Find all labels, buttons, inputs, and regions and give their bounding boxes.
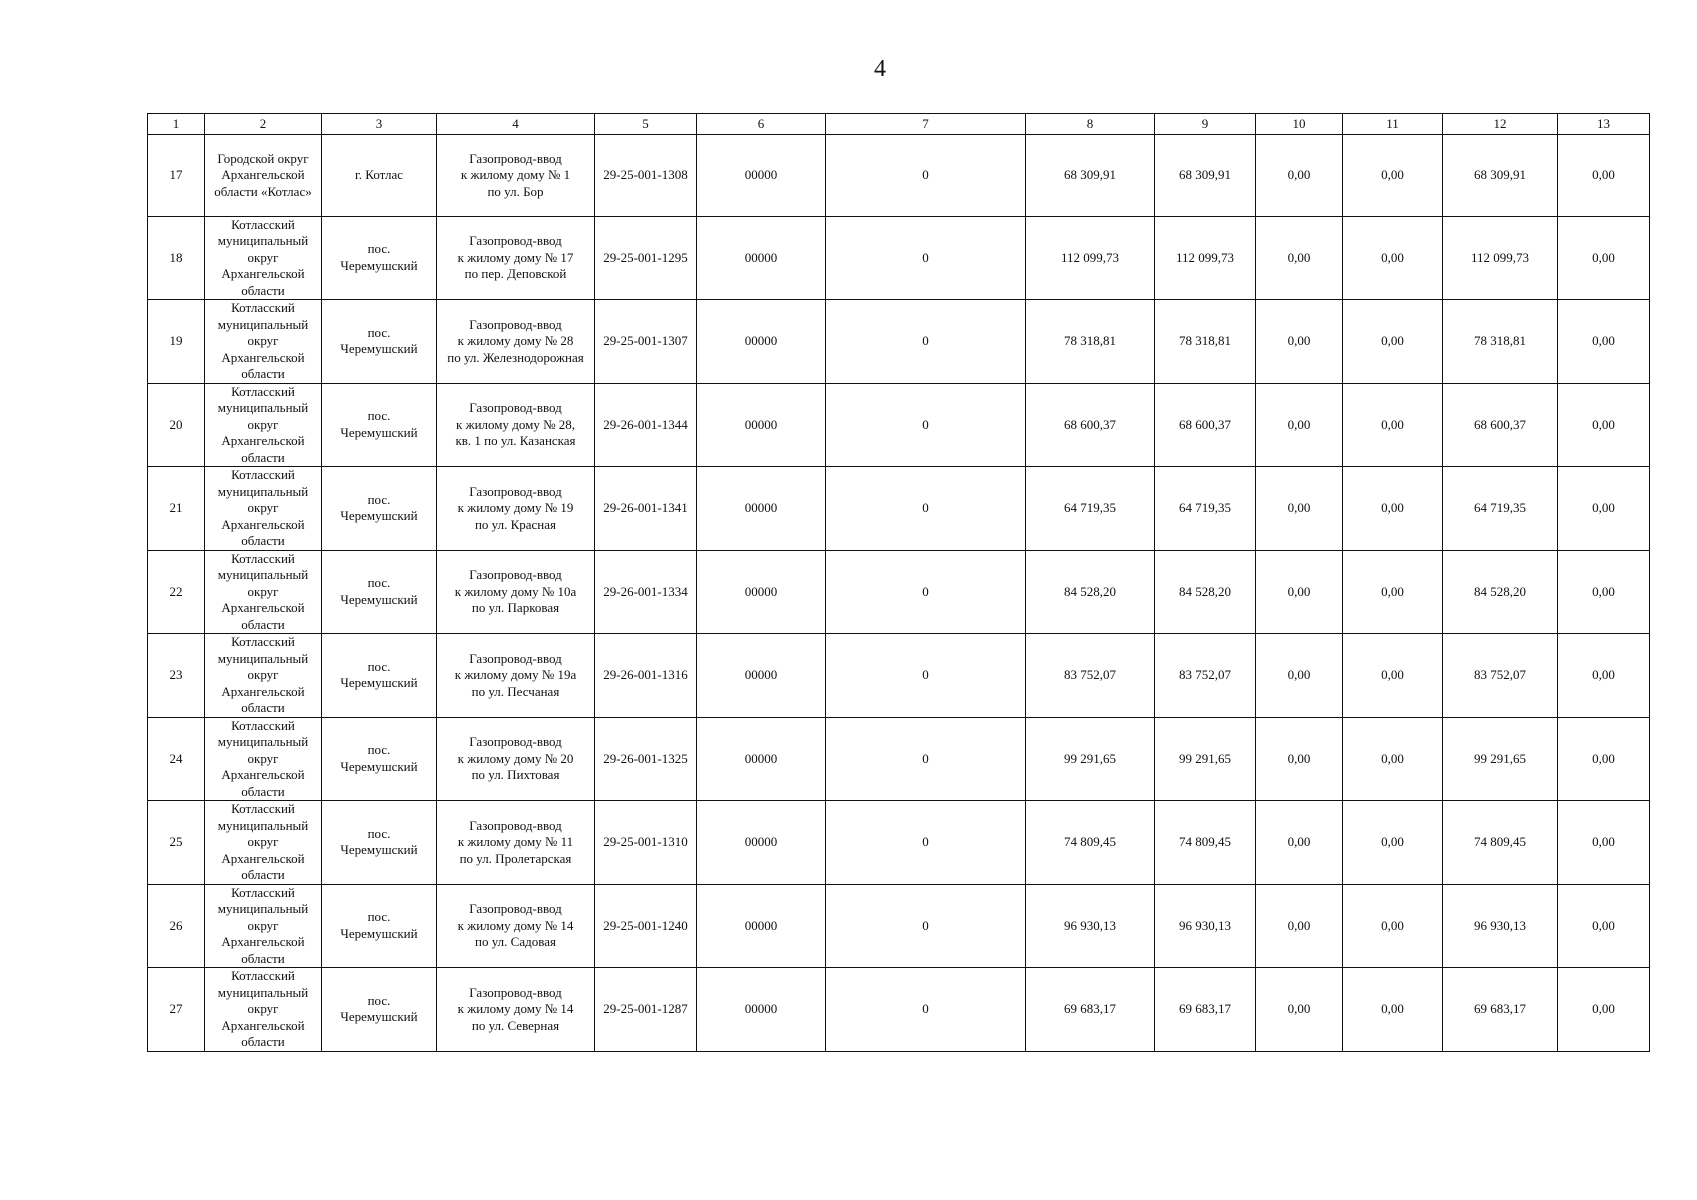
object-name-line: по ул. Красная: [474, 516, 557, 532]
column-13-cell: 0,00: [1558, 550, 1650, 634]
object-name-line: Газопровод-ввод: [469, 400, 562, 415]
owner-cell: [205, 135, 322, 217]
owner-cell: [205, 550, 322, 634]
column-13-cell: 0,00: [1558, 383, 1650, 467]
owner-line: округ: [247, 249, 279, 265]
column-8-cell: 68 600,37: [1026, 383, 1155, 467]
object-name-cell: [437, 135, 595, 217]
row-number-cell: 20: [148, 383, 205, 467]
column-10-cell: 0,00: [1256, 968, 1343, 1052]
owner-cell: [205, 216, 322, 300]
column-8-cell: 99 291,65: [1026, 717, 1155, 801]
locality-line: Черемушский: [340, 925, 418, 941]
table-row: [148, 300, 1650, 384]
locality-line: пос.: [367, 909, 391, 925]
column-10-cell: 0,00: [1256, 383, 1343, 467]
column-number-row: [148, 114, 1650, 135]
column-10-cell: 0,00: [1256, 216, 1343, 300]
table-row: [148, 216, 1650, 300]
object-name-line: по ул. Парковая: [471, 600, 560, 615]
table-row: [148, 968, 1650, 1052]
object-name-cell: [437, 467, 595, 551]
locality-cell: [322, 135, 437, 217]
row-number-cell: 24: [148, 717, 205, 801]
column-7-cell: 0: [826, 884, 1026, 968]
owner-line: Архангельской: [221, 516, 305, 532]
table-row: [148, 801, 1650, 885]
column-8-cell: 78 318,81: [1026, 300, 1155, 384]
owner-line: области: [241, 783, 285, 799]
column-number-10: 10: [1256, 114, 1343, 135]
column-number-2: 2: [205, 114, 322, 135]
row-number-cell: 18: [148, 216, 205, 300]
locality-cell: [322, 300, 437, 384]
object-name-line: по ул. Бор: [487, 183, 544, 199]
column-6-cell: 00000: [697, 467, 826, 551]
column-7-cell: 0: [826, 801, 1026, 885]
column-12-cell: 84 528,20: [1443, 550, 1558, 634]
owner-line: Котласский: [231, 300, 295, 315]
owner-line: Котласский: [231, 383, 295, 399]
cadastral-code-cell: 29-26-001-1344: [595, 383, 697, 467]
column-11-cell: 0,00: [1343, 135, 1443, 217]
column-7-cell: 0: [826, 467, 1026, 551]
cadastral-code-cell: 29-26-001-1334: [595, 550, 697, 634]
cadastral-code-cell: 29-26-001-1325: [595, 717, 697, 801]
column-9-cell: 99 291,65: [1155, 717, 1256, 801]
locality-cell: [322, 467, 437, 551]
column-11-cell: 0,00: [1343, 634, 1443, 718]
owner-line: муниципальный: [217, 316, 309, 332]
owner-line: области: [241, 533, 285, 548]
owner-line: муниципальный: [217, 400, 309, 415]
column-9-cell: 74 809,45: [1155, 801, 1256, 885]
column-11-cell: 0,00: [1343, 884, 1443, 968]
column-7-cell: 0: [826, 717, 1026, 801]
object-name-cell: [437, 634, 595, 718]
column-number-13: 13: [1558, 114, 1650, 135]
owner-line: Архангельской: [221, 767, 305, 782]
column-8-cell: 96 930,13: [1026, 884, 1155, 968]
owner-line: муниципальный: [217, 233, 309, 248]
column-9-cell: 64 719,35: [1155, 467, 1256, 551]
locality-line: Черемушский: [340, 842, 418, 858]
owner-line: области: [241, 867, 285, 882]
object-name-line: к жилому дому № 14: [457, 1001, 574, 1016]
owner-line: Котласский: [231, 216, 295, 232]
owner-line: Архангельской: [221, 266, 305, 281]
cadastral-code-cell: 29-25-001-1310: [595, 801, 697, 885]
owner-line: Архангельской: [221, 433, 305, 448]
column-12-cell: 64 719,35: [1443, 467, 1558, 551]
object-name-line: по ул. Песчаная: [471, 683, 560, 699]
object-name-cell: [437, 383, 595, 467]
owner-line: округ: [247, 750, 279, 766]
column-11-cell: 0,00: [1343, 383, 1443, 467]
object-name-cell: [437, 300, 595, 384]
column-6-cell: 00000: [697, 300, 826, 384]
owner-line: округ: [247, 834, 279, 849]
column-6-cell: 00000: [697, 634, 826, 718]
column-11-cell: 0,00: [1343, 550, 1443, 634]
object-name-line: Газопровод-ввод: [469, 150, 562, 166]
locality-line: Черемушский: [340, 257, 418, 273]
owner-line: муниципальный: [217, 650, 309, 666]
owner-line: Архангельской: [221, 167, 305, 182]
owner-cell: [205, 300, 322, 384]
column-6-cell: 00000: [697, 968, 826, 1052]
object-name-line: Газопровод-ввод: [469, 734, 562, 749]
locality-cell: [322, 884, 437, 968]
locality-cell: [322, 801, 437, 885]
object-name-line: Газопровод-ввод: [469, 650, 562, 666]
object-name-line: Газопровод-ввод: [469, 567, 562, 582]
cadastral-code-cell: 29-26-001-1316: [595, 634, 697, 718]
owner-cell: [205, 467, 322, 551]
column-6-cell: 00000: [697, 717, 826, 801]
column-6-cell: 00000: [697, 135, 826, 217]
locality-line: Черемушский: [340, 341, 418, 357]
locality-line: пос.: [367, 742, 391, 758]
object-name-line: по ул. Пихтовая: [471, 767, 560, 782]
owner-line: муниципальный: [217, 734, 309, 749]
column-8-cell: 112 099,73: [1026, 216, 1155, 300]
column-13-cell: 0,00: [1558, 135, 1650, 217]
cadastral-code-cell: 29-25-001-1295: [595, 216, 697, 300]
column-6-cell: 00000: [697, 216, 826, 300]
owner-line: области: [241, 366, 285, 381]
locality-line: пос.: [367, 825, 391, 841]
column-9-cell: 83 752,07: [1155, 634, 1256, 718]
object-name-line: Газопровод-ввод: [469, 984, 562, 1000]
row-number-cell: 27: [148, 968, 205, 1052]
owner-line: Котласский: [231, 467, 295, 482]
column-13-cell: 0,00: [1558, 634, 1650, 718]
column-7-cell: 0: [826, 216, 1026, 300]
object-name-line: к жилому дому № 14: [457, 917, 574, 933]
column-12-cell: 112 099,73: [1443, 216, 1558, 300]
locality-line: Черемушский: [340, 1009, 418, 1025]
page-number: 4: [874, 56, 886, 82]
column-number-6: 6: [697, 114, 826, 135]
owner-cell: [205, 968, 322, 1052]
object-name-line: к жилому дому № 1: [460, 167, 571, 182]
locality-line: Черемушский: [340, 424, 418, 440]
object-name-cell: [437, 717, 595, 801]
column-7-cell: 0: [826, 550, 1026, 634]
column-8-cell: 84 528,20: [1026, 550, 1155, 634]
object-name-line: к жилому дому № 20: [457, 750, 574, 766]
object-name-line: к жилому дому № 28,: [456, 416, 575, 432]
column-10-cell: 0,00: [1256, 300, 1343, 384]
column-10-cell: 0,00: [1256, 550, 1343, 634]
column-11-cell: 0,00: [1343, 300, 1443, 384]
column-7-cell: 0: [826, 383, 1026, 467]
column-9-cell: 84 528,20: [1155, 550, 1256, 634]
object-name-line: по пер. Деповской: [464, 266, 567, 281]
column-number-11: 11: [1343, 114, 1443, 135]
column-12-cell: 99 291,65: [1443, 717, 1558, 801]
column-12-cell: 68 309,91: [1443, 135, 1558, 217]
column-6-cell: 00000: [697, 383, 826, 467]
owner-line: округ: [247, 667, 279, 682]
locality-line: Черемушский: [340, 591, 418, 607]
owner-line: Архангельской: [221, 349, 305, 365]
owner-line: округ: [247, 1001, 279, 1016]
object-name-line: кв. 1 по ул. Казанская: [455, 433, 576, 448]
owner-line: округ: [247, 416, 279, 432]
column-13-cell: 0,00: [1558, 801, 1650, 885]
column-8-cell: 68 309,91: [1026, 135, 1155, 217]
locality-line: пос.: [367, 658, 391, 674]
locality-line: пос.: [367, 992, 391, 1008]
owner-line: Архангельской: [221, 683, 305, 699]
object-name-line: к жилому дому № 28: [457, 333, 574, 348]
column-10-cell: 0,00: [1256, 467, 1343, 551]
column-10-cell: 0,00: [1256, 135, 1343, 217]
locality-cell: [322, 634, 437, 718]
owner-line: муниципальный: [217, 984, 309, 1000]
object-name-line: к жилому дому № 19: [457, 500, 574, 515]
column-13-cell: 0,00: [1558, 467, 1650, 551]
cadastral-code-cell: 29-25-001-1308: [595, 135, 697, 217]
owner-line: округ: [247, 333, 279, 348]
object-name-line: по ул. Садовая: [475, 934, 556, 949]
column-10-cell: 0,00: [1256, 634, 1343, 718]
column-10-cell: 0,00: [1256, 801, 1343, 885]
owner-line: Котласский: [231, 634, 295, 649]
owner-line: Архангельской: [221, 850, 305, 866]
row-number-cell: 23: [148, 634, 205, 718]
object-name-cell: [437, 550, 595, 634]
column-10-cell: 0,00: [1256, 717, 1343, 801]
column-7-cell: 0: [826, 300, 1026, 384]
locality-line: пос.: [367, 324, 391, 340]
column-8-cell: 83 752,07: [1026, 634, 1155, 718]
cadastral-code-cell: 29-25-001-1307: [595, 300, 697, 384]
owner-cell: [205, 383, 322, 467]
table-row: [148, 884, 1650, 968]
object-name-cell: [437, 801, 595, 885]
column-12-cell: 96 930,13: [1443, 884, 1558, 968]
locality-cell: [322, 383, 437, 467]
table-row: [148, 467, 1650, 551]
cadastral-code-cell: 29-25-001-1287: [595, 968, 697, 1052]
owner-cell: [205, 884, 322, 968]
column-number-7: 7: [826, 114, 1026, 135]
owner-line: Городской округ: [217, 150, 309, 166]
cadastral-code-cell: 29-25-001-1240: [595, 884, 697, 968]
owner-line: области: [241, 449, 285, 465]
column-13-cell: 0,00: [1558, 968, 1650, 1052]
locality-cell: [322, 968, 437, 1052]
column-11-cell: 0,00: [1343, 467, 1443, 551]
row-number-cell: 25: [148, 801, 205, 885]
column-12-cell: 78 318,81: [1443, 300, 1558, 384]
owner-line: Архангельской: [221, 600, 305, 615]
column-6-cell: 00000: [697, 550, 826, 634]
owner-line: округ: [247, 500, 279, 515]
table-row: [148, 383, 1650, 467]
column-9-cell: 68 600,37: [1155, 383, 1256, 467]
column-13-cell: 0,00: [1558, 300, 1650, 384]
column-12-cell: 83 752,07: [1443, 634, 1558, 718]
object-name-cell: [437, 884, 595, 968]
column-10-cell: 0,00: [1256, 884, 1343, 968]
object-name-cell: [437, 216, 595, 300]
locality-line: пос.: [367, 408, 391, 424]
locality-line: пос.: [367, 241, 391, 257]
column-6-cell: 00000: [697, 801, 826, 885]
column-6-cell: 00000: [697, 884, 826, 968]
object-name-cell: [437, 968, 595, 1052]
column-9-cell: 78 318,81: [1155, 300, 1256, 384]
locality-line: Черемушский: [340, 758, 418, 774]
column-11-cell: 0,00: [1343, 801, 1443, 885]
object-name-line: к жилому дому № 10а: [454, 583, 577, 599]
owner-line: области: [241, 282, 285, 298]
owner-cell: [205, 717, 322, 801]
column-12-cell: 68 600,37: [1443, 383, 1558, 467]
column-9-cell: 112 099,73: [1155, 216, 1256, 300]
column-7-cell: 0: [826, 135, 1026, 217]
owner-line: Архангельской: [221, 1017, 305, 1033]
object-name-line: Газопровод-ввод: [469, 817, 562, 833]
column-11-cell: 0,00: [1343, 968, 1443, 1052]
row-number-cell: 22: [148, 550, 205, 634]
table-row: [148, 550, 1650, 634]
data-table: [147, 113, 1650, 1052]
locality-line: пос.: [367, 491, 391, 507]
owner-line: Котласский: [231, 717, 295, 733]
column-number-9: 9: [1155, 114, 1256, 135]
column-number-12: 12: [1443, 114, 1558, 135]
object-name-line: Газопровод-ввод: [469, 483, 562, 499]
owner-line: области «Котлас»: [214, 183, 312, 199]
object-name-line: Газопровод-ввод: [469, 316, 562, 332]
column-9-cell: 69 683,17: [1155, 968, 1256, 1052]
column-8-cell: 64 719,35: [1026, 467, 1155, 551]
owner-line: области: [241, 700, 285, 715]
column-8-cell: 74 809,45: [1026, 801, 1155, 885]
owner-line: области: [241, 1034, 285, 1049]
owner-line: области: [241, 950, 285, 966]
locality-cell: [322, 717, 437, 801]
column-number-5: 5: [595, 114, 697, 135]
locality-line: Черемушский: [340, 675, 418, 691]
row-number-cell: 19: [148, 300, 205, 384]
object-name-line: по ул. Железнодорожная: [447, 349, 584, 365]
owner-line: Архангельской: [221, 934, 305, 949]
locality-line: г. Котлас: [354, 167, 404, 182]
owner-line: муниципальный: [217, 817, 309, 833]
column-8-cell: 69 683,17: [1026, 968, 1155, 1052]
column-13-cell: 0,00: [1558, 884, 1650, 968]
owner-line: округ: [247, 917, 279, 933]
owner-line: области: [241, 616, 285, 632]
owner-cell: [205, 634, 322, 718]
row-number-cell: 17: [148, 135, 205, 217]
row-number-cell: 26: [148, 884, 205, 968]
column-number-4: 4: [437, 114, 595, 135]
object-name-line: по ул. Северная: [471, 1017, 560, 1033]
row-number-cell: 21: [148, 467, 205, 551]
owner-line: Котласский: [231, 801, 295, 816]
locality-line: пос.: [367, 575, 391, 591]
owner-cell: [205, 801, 322, 885]
object-name-line: к жилому дому № 19а: [454, 667, 577, 682]
column-7-cell: 0: [826, 968, 1026, 1052]
cadastral-code-cell: 29-26-001-1341: [595, 467, 697, 551]
column-9-cell: 68 309,91: [1155, 135, 1256, 217]
table-row: [148, 634, 1650, 718]
column-13-cell: 0,00: [1558, 216, 1650, 300]
column-number-8: 8: [1026, 114, 1155, 135]
column-7-cell: 0: [826, 634, 1026, 718]
table-row: [148, 135, 1650, 217]
owner-line: муниципальный: [217, 483, 309, 499]
column-9-cell: 96 930,13: [1155, 884, 1256, 968]
object-name-line: Газопровод-ввод: [469, 233, 562, 248]
locality-cell: [322, 216, 437, 300]
column-number-3: 3: [322, 114, 437, 135]
column-12-cell: 74 809,45: [1443, 801, 1558, 885]
owner-line: Котласский: [231, 550, 295, 566]
table-row: [148, 717, 1650, 801]
column-number-1: 1: [148, 114, 205, 135]
column-12-cell: 69 683,17: [1443, 968, 1558, 1052]
owner-line: Котласский: [231, 968, 295, 983]
owner-line: Котласский: [231, 884, 295, 900]
object-name-line: по ул. Пролетарская: [459, 850, 572, 866]
owner-line: муниципальный: [217, 567, 309, 582]
object-name-line: к жилому дому № 11: [457, 834, 574, 849]
owner-line: округ: [247, 583, 279, 599]
column-11-cell: 0,00: [1343, 216, 1443, 300]
object-name-line: к жилому дому № 17: [457, 249, 574, 265]
object-name-line: Газопровод-ввод: [469, 901, 562, 916]
table-body: [148, 135, 1650, 1052]
locality-line: Черемушский: [340, 508, 418, 524]
column-13-cell: 0,00: [1558, 717, 1650, 801]
locality-cell: [322, 550, 437, 634]
owner-line: муниципальный: [217, 901, 309, 916]
column-11-cell: 0,00: [1343, 717, 1443, 801]
